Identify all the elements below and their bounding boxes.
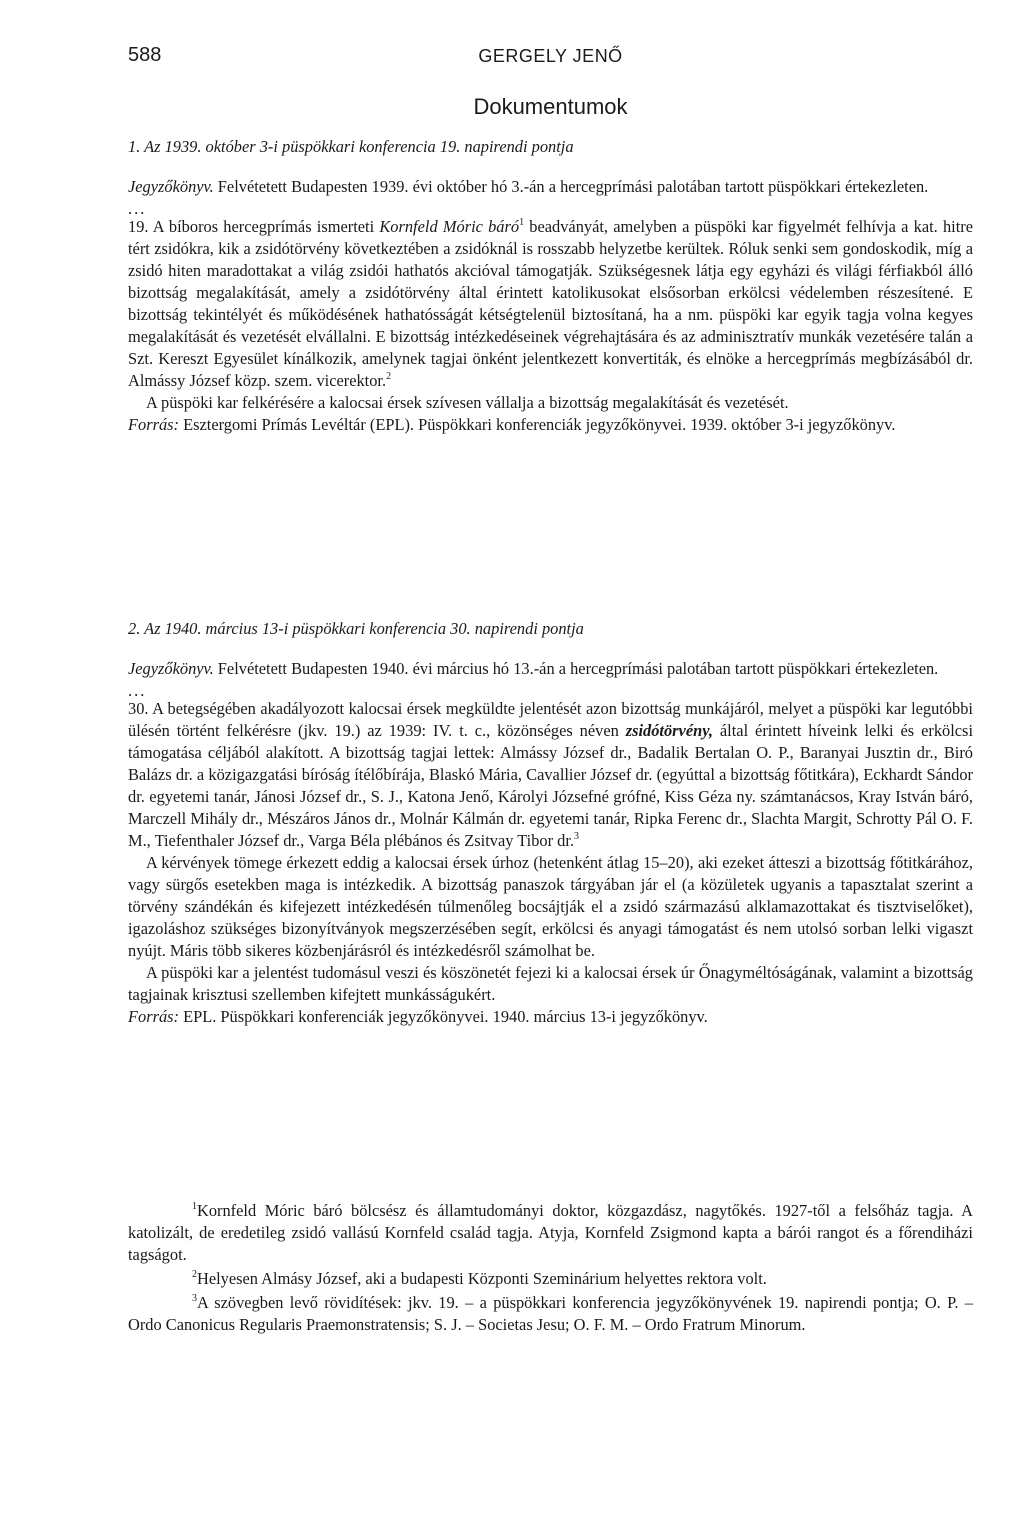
footnote-1	[128, 1200, 973, 1266]
running-head: GERGELY JENŐ	[478, 46, 623, 66]
doc1-heading: 1. Az 1939. október 3-i püspökkari konferencia 19. napirendi pontja	[128, 137, 574, 156]
doc2-intro-label: Jegyzőkönyv.	[128, 659, 214, 678]
footnote-3-mark: 3	[192, 1293, 197, 1304]
footnote-3	[128, 1292, 973, 1336]
doc2-p1-italic: zsidótörvény,	[625, 721, 713, 740]
footnote-1-mark: 1	[192, 1201, 197, 1212]
doc1-source	[128, 414, 973, 436]
footnotes	[128, 1200, 973, 1336]
page-number: 588	[128, 44, 162, 66]
doc2-source-label: Forrás:	[128, 1007, 179, 1026]
footnote-ref-1: 1	[519, 217, 525, 228]
doc1-source-label: Forrás:	[128, 415, 179, 434]
doc2-paragraph-2: A kérvények tömege érkezett eddig a kalocsai érsek úrhoz (hetenként átlag 15–20), aki ezeket átteszi a bizottság főtitkárához, vagy sürgős esetekben maga is intézkedik. A bizottság panaszok tárgyában jár el (a közületek ugyanis a tapasztalat szerint a törvény szándékán és kifejezett intézkedésén túlmenőleg bocsájtják el a zsidó származású alklamazottakat és tisztviselőket), igazoláshoz szükséges bizonyítványok megszerzésében segít, erkölcsi és anyagi támogatást és nem utolsó sorban lelki vigaszt nyújt. Máris több sikeres közbenjárásról és intézkedésről számolhat be.	[128, 853, 973, 960]
doc2-paragraph-3: A püspöki kar a jelentést tudomásul veszi és köszönetét fejezi ki a kalocsai érsek úr Őnagyméltóságának, valamint a bizottság tagjainak krisztusi szellemben kifejtett munkásságukért.	[128, 963, 973, 1004]
doc2-p1-start: 30. A betegségében akadályozott kalocsai érsek megküldte jelentését azon bizottság munkájáról, melyet a püspöki kar legutóbbi ülésén történt felkérésre (jkv. 19.) az 1939: IV. t. c., közönséges néven	[128, 699, 973, 740]
doc2-source-text: EPL. Püspökkari konferenciák jegyzőkönyvei. 1940. március 13-i jegyzőkönyv.	[179, 1007, 708, 1026]
doc1-paragraph-1	[128, 216, 973, 392]
doc2-intro-text: Felvétetett Budapesten 1940. évi március hó 13.-án a hercegprímási palotában tartott püspökkari értekezleten.	[213, 659, 939, 678]
section-title: Dokumentumok	[473, 94, 628, 119]
footnote-3-text: A szövegben levő rövidítések: jkv. 19. – a püspökkari konferencia jegyzőkönyvének 19. napirendi pontja; O. P. – Ordo Canonicus Regularis Praemonstratensis; S. J. – Societas Jesu; O. F. M. – Ordo Fratrum Minorum.	[128, 1293, 973, 1334]
doc1-p1-start: 19. A bíboros hercegprímás ismerteti	[128, 217, 380, 236]
doc1-p1-name: Kornfeld Móric báró	[379, 217, 520, 236]
doc1-paragraph-2: A püspöki kar felkérésére a kalocsai érsek szívesen vállalja a bizottság megalakítását és vezetését.	[146, 393, 789, 412]
doc2-source	[128, 1006, 973, 1028]
footnote-2	[128, 1268, 973, 1290]
doc1-source-text: Esztergomi Prímás Levéltár (EPL). Püspökkari konferenciák jegyzőkönyvei. 1939. október 3-i jegyzőkönyv.	[179, 415, 896, 434]
doc1-intro	[128, 176, 973, 198]
doc1-intro-label: Jegyzőkönyv.	[128, 177, 214, 196]
doc2-ellipsis: ...	[128, 681, 147, 700]
doc2-intro	[128, 658, 973, 680]
doc2-heading: 2. Az 1940. március 13-i püspökkari konferencia 30. napirendi pontja	[128, 619, 584, 638]
doc2-p1-rest: által érintett híveink lelki és erkölcsi támogatása céljából alakított. A bizottság tagjai lettek: Almássy József dr., Badalik Bertalan O. P., Baranyai Jusztin dr., Biró Balázs dr. a közigazgatási bíróság ítélőbírája, Blaskó Mária, Cavallier József dr. (egyúttal a bizottság főtitkára), Eckhardt Sándor dr. egyetemi tanár, Jánosi József dr., S. J., Katona Jenő, Károlyi Józsefné grófné, Kiss Géza ny. számtanácsos, Kray István báró, Marczell Mihály dr., Mészáros János dr., Molnár Kálmán dr. egyetemi tanár, Ripka Ferenc dr., Slachta Margit, Schrotty Pál O. F. M., Tiefenthaler József dr., Varga Béla plébános és Zsitvay Tibor dr.	[128, 721, 973, 850]
footnote-ref-2: 2	[386, 371, 392, 382]
doc1-ellipsis: ...	[128, 199, 147, 218]
doc2-section	[128, 618, 973, 1028]
footnote-2-text: Helyesen Almásy József, aki a budapesti Központi Szeminárium helyettes rektora volt.	[197, 1269, 767, 1288]
doc2-paragraph-1	[128, 698, 973, 852]
page-header	[128, 44, 973, 74]
doc1-intro-text: Felvétetett Budapesten 1939. évi október hó 3.-án a hercegprímási palotában tartott püspökkari értekezleten.	[213, 177, 929, 196]
doc1-section	[128, 136, 973, 436]
footnote-1-text: Kornfeld Móric báró bölcsész és államtudományi doktor, közgazdász, nagytőkés. 1927-től a felsőház tagja. A katolizált, de eredetileg zsidó vallású Kornfeld család tagja. Atyja, Kornfeld Zsigmond kapta a bárói rangot és a főrendiházi tagságot.	[128, 1201, 973, 1264]
footnote-2-mark: 2	[192, 1269, 197, 1280]
doc1-p1-rest: beadványát, amelyben a püspöki kar figyelmét felhívja a kat. hitre tért zsidókra, kik a zsidótörvény következtében a zsidóknál is rosszabb helyzetbe kerültek. Róluk senki sem gondoskodik, míg a zsidó hiten maradottakat a világ zsidói hathatós akcióval támogatják. Szükségesnek látja egy egyházi és világi férfiakból álló bizottság megalakítását, amely a zsidótörvény által érintett katolikusokat elsősorban erkölcsi védelemben részesítené. E bizottság tekintélyét és működésének hathatósságát kétségtelenül biztosítaná, ha a nm. püspöki kar egyik tagja volna kegyes megalakítását és vezetését elvállalni. E bizottság intézkedéseinek végrehajtására és az adminisztratív munkák vezetésére talán a Szt. Kereszt Egyesület kínálkozik, amelynek tagjai önként jelentkezett konvertiták, és elnöke a hercegprímás megbízásából dr. Almássy József közp. szem. vicerektor.	[128, 217, 973, 390]
footnote-ref-3: 3	[574, 831, 579, 842]
